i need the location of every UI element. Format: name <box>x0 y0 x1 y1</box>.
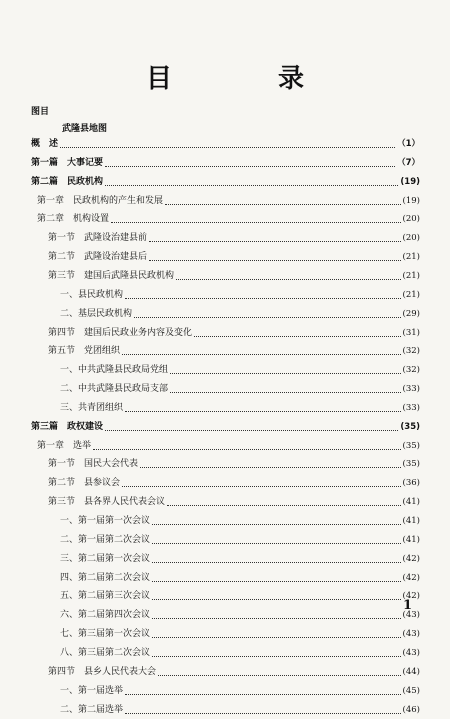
toc-entry-label: 第四节 县乡人民代表大会 <box>48 666 157 677</box>
toc-entry-page: (41) <box>402 516 420 526</box>
toc-entry <box>60 400 420 417</box>
toc-entry <box>60 645 420 662</box>
dot-leader <box>165 204 401 205</box>
toc-entry <box>60 551 420 568</box>
toc-entry-page: (20) <box>402 233 420 244</box>
toc-entry-label: 第一章 民政机构的产生和发展 <box>37 195 164 206</box>
toc-entry <box>37 438 420 455</box>
dot-leader <box>152 562 401 563</box>
dot-leader <box>167 505 401 506</box>
toc-entry-label: 六、第二届第四次会议 <box>60 610 151 621</box>
toc-entry-label: 七、第三届第一次会议 <box>60 629 151 640</box>
toc-entry <box>37 193 420 210</box>
dot-leader <box>140 467 401 468</box>
toc-entry-page: (35) <box>402 459 420 470</box>
toc-entry-page: (43) <box>402 647 420 658</box>
toc-entry <box>60 362 420 379</box>
toc-entry-page: (29) <box>402 308 420 319</box>
dot-leader <box>122 486 401 487</box>
toc-entry-label: 八、第三届第二次会议 <box>60 647 151 658</box>
toc-entry-page: (32) <box>402 346 420 357</box>
toc-entry-page: (44) <box>402 666 420 677</box>
toc-entry <box>60 588 420 605</box>
toc-entry-label: 第四节 建国后民政业务内容及变化 <box>48 327 193 338</box>
dot-leader <box>170 392 401 393</box>
toc-entry <box>60 306 420 323</box>
toc-entry <box>48 456 420 473</box>
toc-entry <box>48 230 420 247</box>
map-entry-label: 武隆县地图 <box>62 124 108 134</box>
toc-entry-label: 二、第二届选举 <box>60 704 124 715</box>
toc-entry-label: 第二节 武隆设治建县后 <box>48 252 148 263</box>
toc-entry-label: 第二节 县参议会 <box>48 478 121 489</box>
toc-entry-page: (36) <box>402 478 420 489</box>
dot-leader <box>152 637 401 638</box>
dot-leader <box>122 354 401 355</box>
toc-entry <box>60 513 420 530</box>
toc-entry-label: 二、第一届第二次会议 <box>60 534 151 545</box>
toc-entry-page: (43) <box>402 610 420 621</box>
toc-entry <box>31 136 420 153</box>
toc-entry-page: (41) <box>402 497 420 508</box>
toc-entry-label: 第一章 选举 <box>37 440 92 451</box>
toc-entry-label: 二、中共武隆县民政局支部 <box>60 384 169 395</box>
toc-entry <box>60 381 420 398</box>
toc-entry-page: (35) <box>400 421 420 432</box>
toc-entry-page: (20) <box>402 214 420 225</box>
toc-entry-label: 第五节 党团组织 <box>48 346 121 357</box>
toc-entry-label: 四、第二届第二次会议 <box>60 572 151 583</box>
toc-entry-page: (45) <box>402 685 420 696</box>
toc-entry-label: 一、中共武隆县民政局党组 <box>60 365 169 376</box>
toc-entry <box>60 702 420 719</box>
toc-entry-label: 第三篇 政权建设 <box>31 421 104 432</box>
toc-entry <box>31 155 420 172</box>
toc-entry-page: (19) <box>400 176 420 187</box>
toc-entry-page: (32) <box>402 365 420 376</box>
toc-entry-page: (41) <box>402 534 420 545</box>
toc-entry-page: (46) <box>402 704 420 715</box>
toc-entry <box>60 607 420 624</box>
toc-entry <box>48 494 420 511</box>
toc-entry-label: 一、第一届第一次会议 <box>60 516 151 526</box>
toc-entry-page: (42) <box>402 572 420 583</box>
toc-entry-page: （7） <box>397 157 420 168</box>
toc-entry <box>48 325 420 342</box>
dot-leader <box>105 185 398 186</box>
dot-leader <box>149 241 401 242</box>
toc-entry-label: 第一篇 大事记要 <box>31 157 104 168</box>
toc-entry-label: 三、共青团组织 <box>60 402 124 413</box>
dot-leader <box>176 279 401 280</box>
toc-entry-label: 第一节 国民大会代表 <box>48 459 139 470</box>
dot-leader <box>152 618 401 619</box>
page-number: 1 <box>402 598 412 613</box>
toc-entry-label: 第二篇 民政机构 <box>31 176 104 187</box>
toc-entry <box>48 664 420 681</box>
toc-entry-page: (31) <box>402 327 420 338</box>
dot-leader <box>194 336 401 337</box>
toc-entry <box>48 268 420 285</box>
toc-entry-page: (35) <box>402 440 420 451</box>
toc-entry-page: (19) <box>402 195 420 206</box>
dot-leader <box>125 713 401 714</box>
page-title: 目 录 <box>145 64 344 94</box>
toc-entry-page: (21) <box>402 252 420 263</box>
toc-entry-page: (43) <box>402 629 420 640</box>
toc-entry-label: 第三节 建国后武隆县民政机构 <box>48 270 175 281</box>
images-section-label: 图目 <box>31 107 50 117</box>
toc-entry-label: 三、第二届第一次会议 <box>60 553 151 564</box>
dot-leader <box>152 581 401 582</box>
dot-leader <box>149 260 401 261</box>
toc-entry-label: 第一节 武隆设治建县前 <box>48 233 148 244</box>
toc-entry-page: (42) <box>402 591 420 602</box>
toc-entry-label: 一、第一届选举 <box>60 685 124 696</box>
toc-entry <box>60 570 420 587</box>
dot-leader <box>125 694 401 695</box>
dot-leader <box>170 373 401 374</box>
toc-entry-page: （1） <box>397 139 420 149</box>
toc-entry-page: (42) <box>402 553 420 564</box>
dot-leader <box>111 222 401 223</box>
dot-leader <box>134 317 401 318</box>
dot-leader <box>125 298 401 299</box>
toc-entry <box>48 343 420 360</box>
dot-leader <box>158 675 401 676</box>
dot-leader <box>105 166 395 167</box>
toc-entry-page: (21) <box>402 289 420 300</box>
toc-entry-label: 第三节 县各界人民代表会议 <box>48 497 166 508</box>
dot-leader <box>105 430 398 431</box>
toc-entry <box>37 211 420 228</box>
toc-entry <box>60 287 420 304</box>
dot-leader <box>152 599 401 600</box>
dot-leader <box>152 543 401 544</box>
toc-entry-page: (33) <box>402 384 420 395</box>
dot-leader <box>93 449 401 450</box>
toc-entry <box>60 626 420 643</box>
dot-leader <box>60 147 395 148</box>
toc-entry-label: 五、第二届第三次会议 <box>60 591 151 602</box>
toc-entry <box>48 249 420 266</box>
toc-entry-page: (21) <box>402 270 420 281</box>
toc-entry <box>60 532 420 549</box>
toc-entry-label: 第二章 机构设置 <box>37 214 110 225</box>
toc-entry-label: 二、基层民政机构 <box>60 308 133 319</box>
toc-entry-page: (33) <box>402 402 420 413</box>
toc-entry <box>48 475 420 492</box>
dot-leader <box>125 411 401 412</box>
toc-entry <box>31 174 420 191</box>
toc-entry-label: 概 述 <box>31 139 59 149</box>
toc-entry-label: 一、县民政机构 <box>60 289 124 300</box>
toc-entry <box>31 419 420 436</box>
dot-leader <box>152 524 401 525</box>
toc-entry <box>60 683 420 700</box>
